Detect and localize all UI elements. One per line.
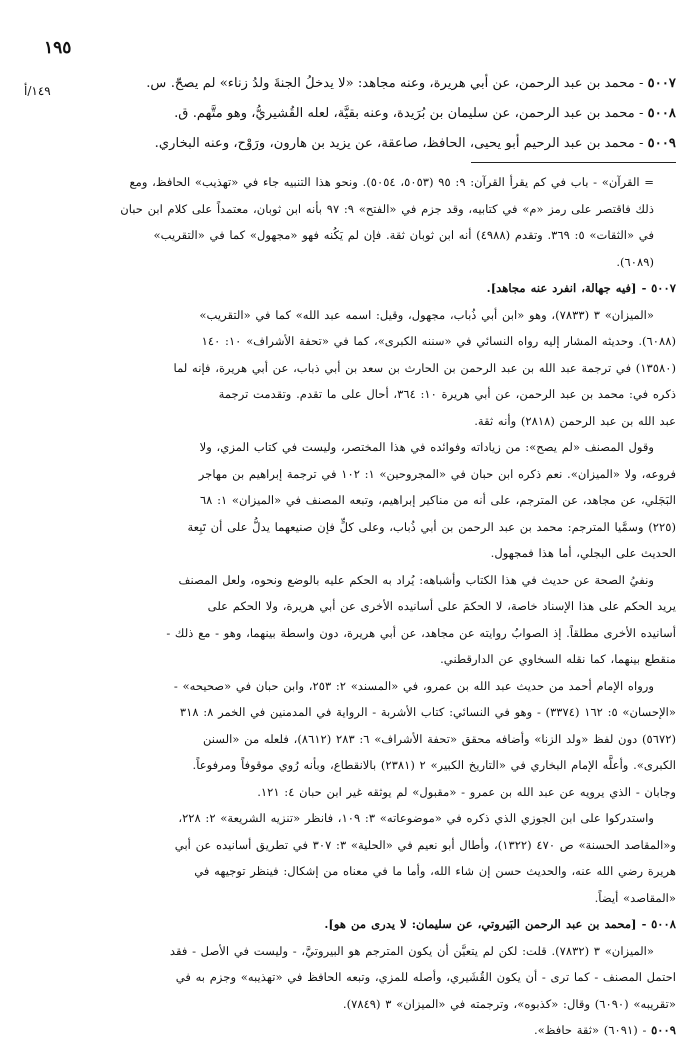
footnote-line: واستدركوا على ابن الجوزي الذي ذكره في «موضوعاته» ٣: ١٠٩، فانظر «تنزيه الشريعة» ٢: ٢٢٨،	[178, 811, 654, 825]
footnote-number: ٥٠٠٩	[651, 1023, 676, 1037]
footnote-line: «الميزان» ٣ (٧٨٣٢). قلت: لكن لم يتعيَّن أن يكون المترجم هو البيروتيَّ، - وليست في الأصل - فقد	[169, 943, 654, 958]
footnote-5008	[24, 913, 676, 1015]
footnote-paragraph	[24, 569, 676, 671]
footnote-paragraph	[24, 675, 676, 804]
footnote-heading	[24, 1019, 676, 1042]
footnotes	[24, 171, 676, 1042]
footnote-line: (٢٢٥) وسمَّيا المترجم: محمد بن عبد الرحمن بن أبي ذُباب، وعلى كلٍّ فإن صنيعهما يدلُّ على أن تَبِعة	[187, 519, 676, 534]
footnote-line: (٥٦٧٢) دون لفظ «ولد الزنا» وأضافه محقق «تحفة الأشراف» ٦: ٢٨٣ (٨٦١٢)، فلعله من «السنن	[202, 731, 676, 746]
footnote-line: (١٣٥٨٠) في ترجمة عبد الله بن عبد الرحمن بن الحارث بن سعد بن أبي ذباب، عن أبي هريرة، فإنه لما	[173, 360, 676, 375]
footnote-line: في «الثقات» ٥: ٣٦٩. وتقدم (٤٩٨٨) أنه ابن ثوبان ثقة. فإن لم يَكُنه فهو «مجهول» كما في «التقريب»	[153, 228, 654, 242]
footnote-line: ذلك فاقتصر على رمز «م» في كتابيه، وقد جزم في «الفتح» ٩: ٩٧ بأنه ابن ثوبان، معتمداً على كلام ابن حبان	[120, 201, 654, 216]
footnote-line: «المقاصد» أيضاً.	[594, 890, 676, 905]
entry-number: ٥٠٠٩	[647, 136, 676, 151]
footnote-line: عبد الله بن عبد الرحمن (٢٨١٨) وأنه ثقة.	[474, 413, 676, 428]
footnote-line: ورواه الإمام أحمد من حديث عبد الله بن عمرو، في «المسند» ٢: ٢٥٣، وابن حبان في «صحيحه» -	[173, 678, 654, 693]
entry-5007	[24, 72, 676, 96]
footnote-number: ٥٠٠٧	[651, 281, 676, 295]
footnote-line: «الميزان» ٣ (٧٨٣٣)، وهو «ابن أبي ذُباب، مجهول، وقيل: اسمه عبد الله» كما في «التقريب»	[199, 307, 654, 322]
footnote-line: «الإحسان» ٥: ١٦٢ (٣٣٧٤) - وهو في النسائي: كتاب الأشربة - الرواية في المدمنين في الخمر ٨: ٣١٨	[179, 705, 676, 719]
footnote-heading	[24, 913, 676, 936]
footnote-head: - [فيه جهالة، انفرد عنه مجاهد].	[486, 281, 647, 295]
entry-number: ٥٠٠٧	[647, 76, 676, 91]
page-number: ١٩٥	[44, 38, 72, 58]
footnote-paragraph	[24, 436, 676, 565]
footnote-head: - (٦٠٩١) «ثقة حافظ».	[534, 1023, 647, 1037]
footnote-line: (٦٠٨٩).	[616, 254, 654, 269]
footnote-line: الحديث على البجلي، أما هذا فمجهول.	[490, 546, 676, 560]
footnote-line: ذكره في: محمد بن عبد الرحمن، عن أبي هريرة ١٠: ٣٦٤، أحال على ما تقدم. وتقدمت ترجمة	[218, 387, 676, 401]
entry-text: - محمد بن عبد الرحيم أبو يحيى، الحافظ، صاعقة، عن يزيد بن هارون، ورَوْح، وعنه البخاري.	[154, 136, 644, 151]
footnote-head: - [محمد بن عبد الرحمن البَيروتي، عن سليمان: لا يدرى من هو].	[324, 917, 647, 931]
footnote-line: منقطع بينهما، كما نقله السخاوي عن الدارقطني.	[440, 652, 676, 666]
footnote-number: ٥٠٠٨	[651, 917, 676, 931]
entry-text: - محمد بن عبد الرحمن، عن سليمان بن بُرَيدة، وعنه بقيَّة، لعله القُشيريُّ، وهو متَّهم. ق.	[174, 106, 644, 121]
footnote-line: وجابان - الذي يرويه عن عبد الله بن عمرو - «مقبول» لم يوثقه غير ابن حبان ٤: ١٢١.	[257, 784, 676, 799]
footnote-line: احتمل المصنف - كما ترى - أن يكون القُشَيري، وأصله للمزي، وتبعه الحافظ في «تهذيبه» وجزم به في	[175, 970, 676, 984]
footnote-line: و«المقاصد الحسنة» ص ٤٧٠ (١٣٢٢)، وأطال أبو نعيم في «الحلية» ٣: ٣٠٧ في تطريق أسانيده عن أبي	[174, 837, 676, 852]
entry-5008	[24, 102, 676, 126]
main-entries	[24, 72, 676, 156]
manuscript-folio-ref: ١٤٩/أ	[24, 84, 51, 98]
entry-text: - محمد بن عبد الرحمن، عن أبي هريرة، وعنه مجاهد: «لا يدخلُ الجنةَ ولدُ زناء» لم يصحّ. س.	[146, 76, 644, 91]
footnote-heading	[24, 277, 676, 300]
footnote-divider	[471, 162, 676, 163]
footnote-continuation	[24, 171, 676, 273]
footnote-line: فروعه، ولا «الميزان». نعم ذكره ابن حبان في «المجروحين» ١: ١٠٢ في ترجمة إبراهيم بن مهاجر	[198, 466, 676, 481]
footnote-5007	[24, 277, 676, 432]
footnote-line: وقول المصنف «لم يصح»: من زياداته وفوائده في هذا المختصر، وليست في كتاب المزي، ولا	[199, 440, 654, 454]
footnote-line: «تقريبه» (٦٠٩٠) وقال: «كذبوه»، وترجمته في «الميزان» ٣ (٧٨٤٩).	[342, 996, 676, 1011]
entry-number: ٥٠٠٨	[647, 106, 676, 121]
footnote-line: يريد الحكم على هذا الإسناد خاصة، لا الحكمَ على أسانيده الأخرى عن أبي هريرة، ولا الحكم على	[207, 599, 676, 613]
entry-5009	[24, 132, 676, 156]
footnote-line: (٦٠٨٨). وحديثه المشار إليه رواه النسائي في «سننه الكبرى»، كما في «تحفة الأشراف» ١٠: ١٤٠	[201, 334, 676, 348]
footnote-line: البَجَلي، عن مجاهد، عن المترجم، على أنه من مناكير إبراهيم، وتبعه المصنف في «الميزان» ١: ٦٨	[199, 493, 676, 507]
footnote-paragraph	[24, 807, 676, 909]
footnote-line: أسانيده الأخرى مطلقاً. إذ الصوابُ روايته عن مجاهد، عن أبي هريرة، دون واسطة بينهما، وهو - مع ذلك -	[166, 625, 676, 640]
footnote-line: = القرآن» - باب في كم يقرأ القرآن: ٩: ٩٥ (٥٠٥٣، ٥٠٥٤). ونحو هذا التنبيه جاء في «تهذيب» الحافظ، ومع	[129, 175, 654, 189]
footnote-line: هريرة رضي الله عنه، والحديث حسن إن شاء الله، وأما ما في معناه من إشكال: فينظر توجيهه في	[194, 864, 676, 878]
footnote-5009	[24, 1019, 676, 1042]
footnote-line: الكبرى». وأعلَّه الإمام البخاري في «التاريخ الكبير» ٢ (٢٣٨١) بالانقطاع، وبأنه رُوي موقوفاً ومرفوعاً.	[192, 758, 676, 772]
footnote-line: ونفيُ الصحة عن حديث في هذا الكتاب وأشباهه: يُراد به الحكم عليه بالوضع ونحوه، ولعل المصنف	[178, 572, 654, 587]
